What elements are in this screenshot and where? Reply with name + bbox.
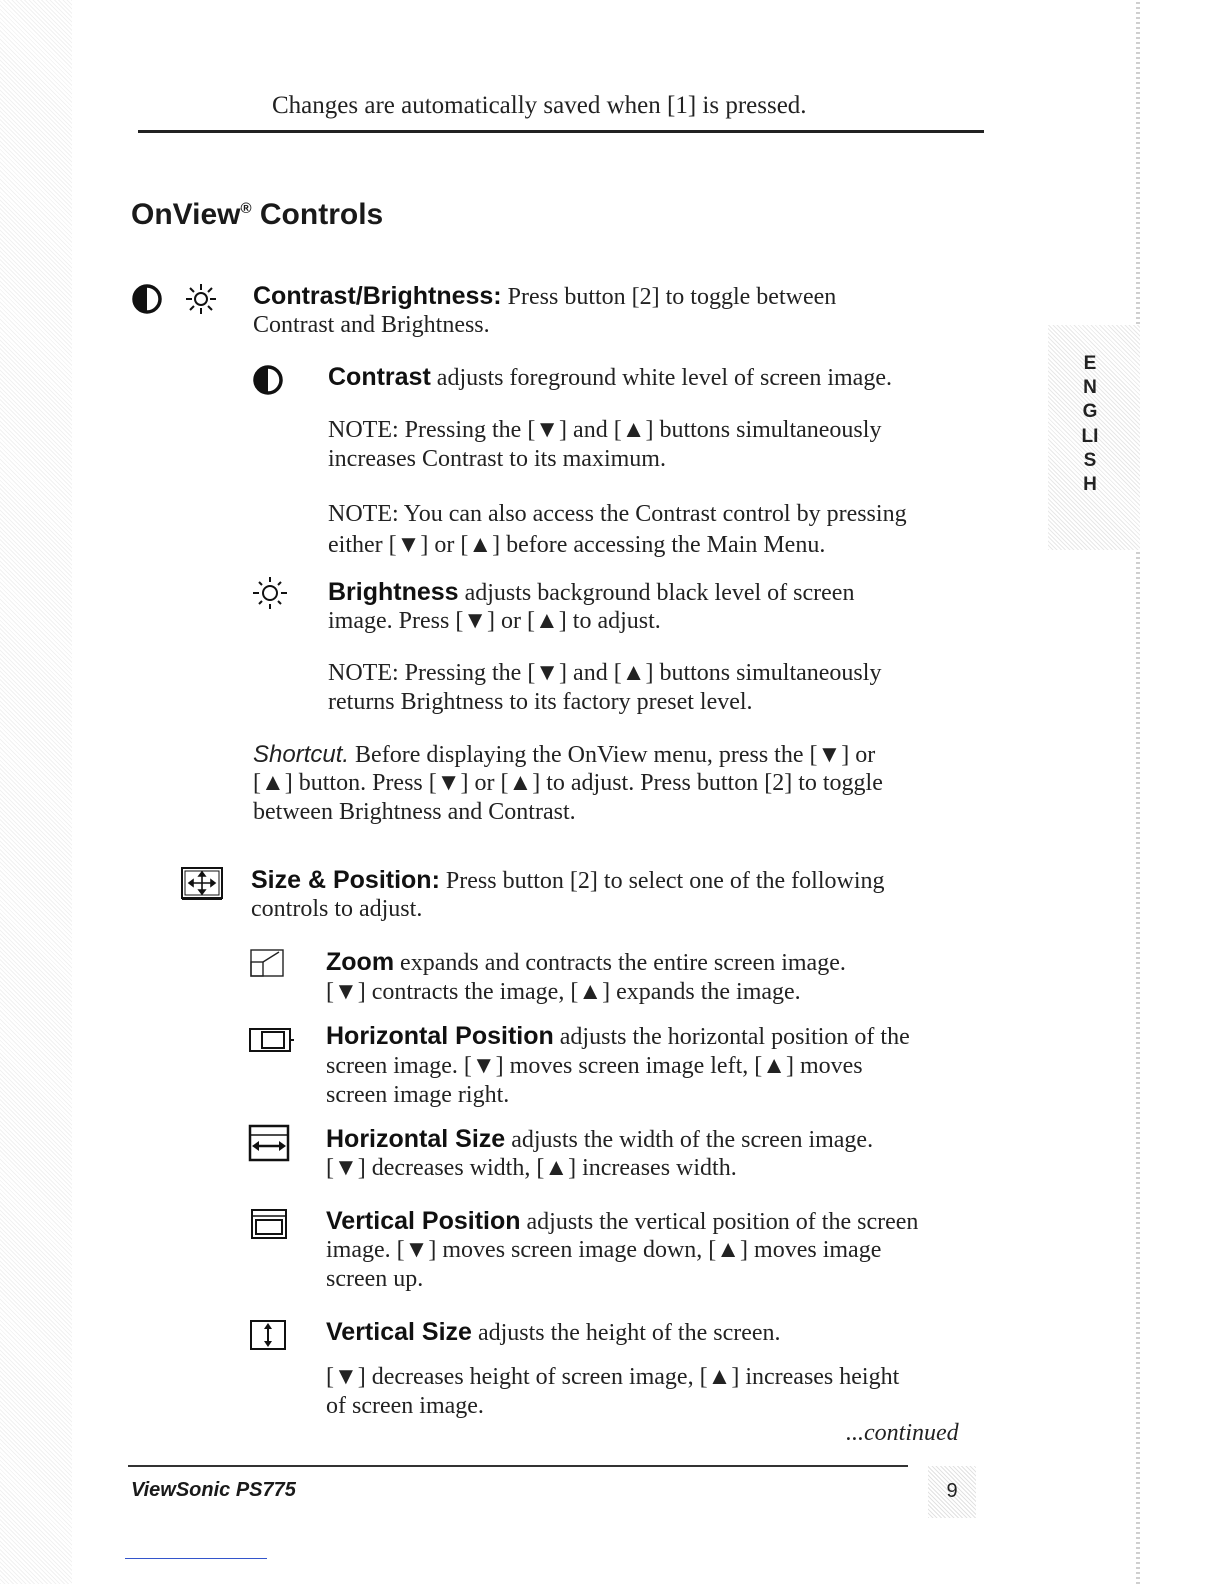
zoom-heading: Zoom — [326, 948, 395, 976]
continued-label: ...continued — [846, 1420, 959, 1446]
footer-rule — [128, 1465, 908, 1467]
horizontal-size-line1: adjusts the width of the screen image. — [511, 1127, 874, 1153]
brightness-desc-row — [328, 578, 854, 608]
contrast-brightness-intro-line2: Contrast and Brightness. — [253, 312, 490, 338]
header-rule — [138, 130, 984, 133]
brightness-note-line2: returns Brightness to its factory preset level. — [328, 689, 753, 715]
size-position-intro-line1: Press button [2] to select one of the following — [445, 868, 885, 894]
zoom-line2: [▼] contracts the image, [▲] expands the image. — [326, 979, 801, 1005]
vertical-position-row — [326, 1207, 918, 1237]
contrast-note1-line1: NOTE: Pressing the [▼] and [▲] buttons simultaneously — [328, 417, 882, 443]
contrast-brightness-heading: Contrast/Brightness: — [253, 282, 502, 310]
contrast-desc-row — [328, 363, 892, 393]
contrast-heading: Contrast — [328, 363, 431, 391]
horizontal-size-icon — [248, 1124, 290, 1164]
page-number-box — [928, 1466, 976, 1518]
vertical-size-row — [326, 1318, 781, 1348]
horizontal-position-heading: Horizontal Position — [326, 1022, 554, 1050]
footer-brand: ViewSonic PS775 — [131, 1479, 296, 1501]
brightness-desc-line1: adjusts background black level of screen — [464, 580, 855, 606]
contrast-note2-line2: either [▼] or [▲] before accessing the Main Menu. — [328, 532, 826, 558]
vertical-position-heading: Vertical Position — [326, 1207, 521, 1235]
scan-edge-left — [0, 0, 72, 1584]
vertical-position-line3: screen up. — [326, 1266, 424, 1292]
shortcut-line3: between Brightness and Contrast. — [253, 799, 576, 825]
horizontal-size-heading: Horizontal Size — [326, 1125, 506, 1153]
shortcut-line1: Before displaying the OnView menu, press the [▼] or — [355, 742, 876, 768]
size-position-intro — [251, 866, 885, 896]
link-underline — [125, 1558, 267, 1559]
shortcut-line2: [▲] button. Press [▼] or [▲] to adjust. Press button [2] to toggle — [253, 770, 883, 796]
horizontal-position-icon — [248, 1025, 296, 1055]
vertical-size-line2: [▼] decreases height of screen image, [▲] increases height — [326, 1364, 900, 1390]
size-position-intro-line2: controls to adjust. — [251, 896, 423, 922]
horizontal-position-line3: screen image right. — [326, 1082, 510, 1108]
page-number: 9 — [946, 1480, 958, 1502]
contrast-sub-icon — [252, 364, 284, 396]
contrast-note1-line2: increases Contrast to its maximum. — [328, 446, 666, 472]
vertical-size-line3: of screen image. — [326, 1393, 484, 1419]
scan-edge-right — [1136, 0, 1140, 1584]
brightness-sub-icon — [250, 576, 290, 610]
contrast-desc: adjusts foreground white level of screen image. — [436, 365, 892, 391]
vertical-position-icon — [250, 1208, 290, 1240]
brightness-icon — [184, 282, 218, 316]
horizontal-position-line1: adjusts the horizontal position of the — [559, 1024, 910, 1050]
horizontal-position-row — [326, 1022, 910, 1052]
brightness-desc-line2: image. Press [▼] or [▲] to adjust. — [328, 608, 661, 634]
shortcut-label: Shortcut. — [253, 741, 350, 768]
page-title — [131, 198, 383, 232]
vertical-position-line2: image. [▼] moves screen image down, [▲] moves image — [326, 1237, 882, 1263]
zoom-row — [326, 948, 846, 978]
shortcut-row — [253, 740, 875, 770]
vertical-position-line1: adjusts the vertical position of the screen — [526, 1209, 919, 1235]
title-rest: Controls — [251, 198, 384, 231]
zoom-icon — [249, 948, 285, 978]
brightness-note-line1: NOTE: Pressing the [▼] and [▲] buttons simultaneously — [328, 660, 882, 686]
contrast-brightness-intro-line1: Press button [2] to toggle between — [507, 284, 837, 310]
title-main: OnView — [131, 198, 241, 231]
horizontal-size-line2: [▼] decreases width, [▲] increases width. — [326, 1155, 737, 1181]
registered-mark: ® — [240, 200, 252, 217]
horizontal-position-line2: screen image. [▼] moves screen image left, [▲] moves — [326, 1053, 863, 1079]
brightness-heading: Brightness — [328, 578, 459, 606]
header-note: Changes are automatically saved when [1] is pressed. — [272, 92, 807, 119]
contrast-brightness-intro — [253, 282, 836, 312]
zoom-line1: expands and contracts the entire screen image. — [400, 950, 846, 976]
size-position-heading: Size & Position: — [251, 866, 440, 894]
vertical-size-icon — [249, 1319, 287, 1351]
language-tab-label — [1080, 352, 1100, 497]
contrast-note2-line1: NOTE: You can also access the Contrast control by pressing — [328, 501, 907, 527]
horizontal-size-row — [326, 1125, 873, 1155]
language-tab-letters: ENGLISH — [1081, 353, 1099, 496]
size-position-icon — [180, 866, 224, 902]
contrast-icon — [131, 283, 163, 315]
vertical-size-heading: Vertical Size — [326, 1318, 472, 1346]
vertical-size-line1: adjusts the height of the screen. — [477, 1320, 781, 1346]
